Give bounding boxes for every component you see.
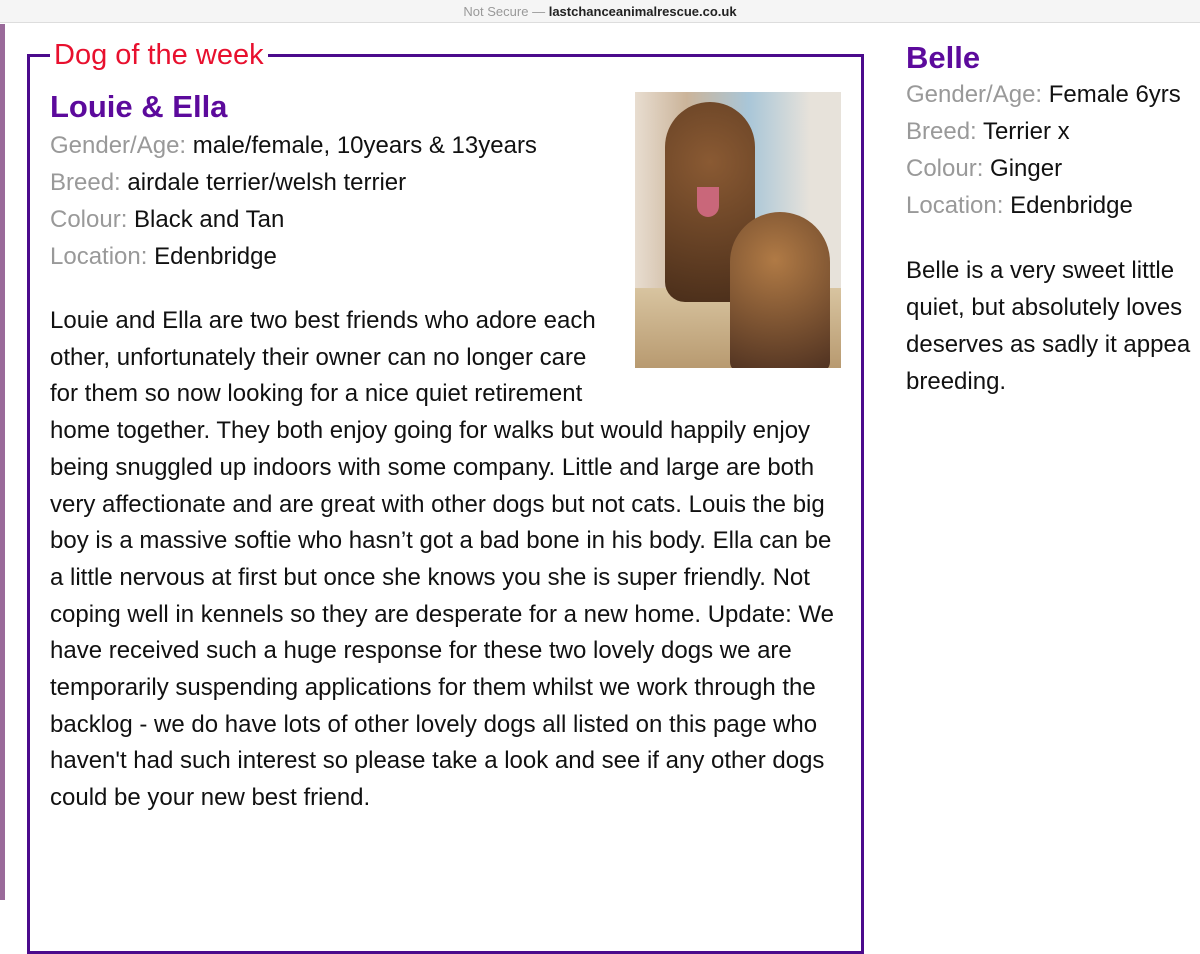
field-label: Location:: [50, 243, 148, 270]
dog-name[interactable]: Belle: [906, 40, 981, 75]
field-value: Edenbridge: [154, 243, 277, 270]
photo-tongue: [697, 187, 719, 217]
field-value: Black and Tan: [134, 206, 285, 233]
description-line: Belle is a very sweet little: [906, 257, 1175, 284]
field-label: Breed:: [906, 118, 977, 145]
field-label: Breed:: [50, 169, 121, 196]
box-legend: Dog of the week: [50, 38, 268, 72]
field-location: [906, 187, 1200, 224]
field-label: Gender/Age:: [50, 132, 187, 159]
field-label: Location:: [906, 192, 1004, 219]
field-colour: [906, 150, 1200, 187]
description-line: deserves as sadly it appea: [906, 331, 1191, 358]
domain: lastchanceanimalrescue.co.uk: [548, 4, 737, 19]
dog-name[interactable]: Louie & Ella: [50, 89, 228, 124]
dog-photo[interactable]: [635, 92, 841, 368]
field-value: Ginger: [990, 155, 1063, 182]
address-bar[interactable]: [0, 0, 1200, 23]
separator: —: [532, 4, 546, 19]
dog-of-the-week-box: [27, 39, 864, 954]
field-label: Gender/Age:: [906, 81, 1043, 108]
security-label: Not Secure: [463, 4, 529, 19]
photo-dog-ella: [730, 212, 830, 368]
field-value: airdale terrier/welsh terrier: [127, 169, 407, 196]
description-line: breeding.: [906, 368, 1007, 395]
description-line: quiet, but absolutely loves: [906, 294, 1183, 321]
field-label: Colour:: [906, 155, 984, 182]
field-breed: [906, 113, 1200, 150]
dog-listing-belle: [906, 40, 1200, 400]
dog-description: Louie and Ella are two best friends who adore each other, unfortunately their owner can no longer care for them so now looking for a nice quiet retirement home together. They both enjoy going for walks but would happily enjoy being snuggled up indoors with some company. Little and large are both very affectionate and are great with other dogs but not cats. Louis the big boy is a massive softie who hasn’t got a bad bone in his body. Ella can be a little nervous at first but once she knows you she is super friendly. Not coping well in kennels so they are desperate for a new home. Update: We have received such a huge response for these two lovely dogs we are temporarily suspending applications for them whilst we work through the backlog - we do have lots of other lovely dogs all listed on this page who haven't had such interest so please take a look and see if any other dogs could be your new best friend.: [50, 307, 835, 812]
dog-description: [906, 252, 1200, 400]
field-value: Female 6yrs: [1048, 81, 1181, 108]
field-gender-age: [906, 76, 1200, 113]
field-value: male/female, 10years & 13years: [192, 132, 537, 159]
left-edge-strip: [0, 24, 5, 900]
field-label: Colour:: [50, 206, 128, 233]
field-value: Edenbridge: [1010, 192, 1133, 219]
field-value: Terrier x: [982, 118, 1070, 145]
